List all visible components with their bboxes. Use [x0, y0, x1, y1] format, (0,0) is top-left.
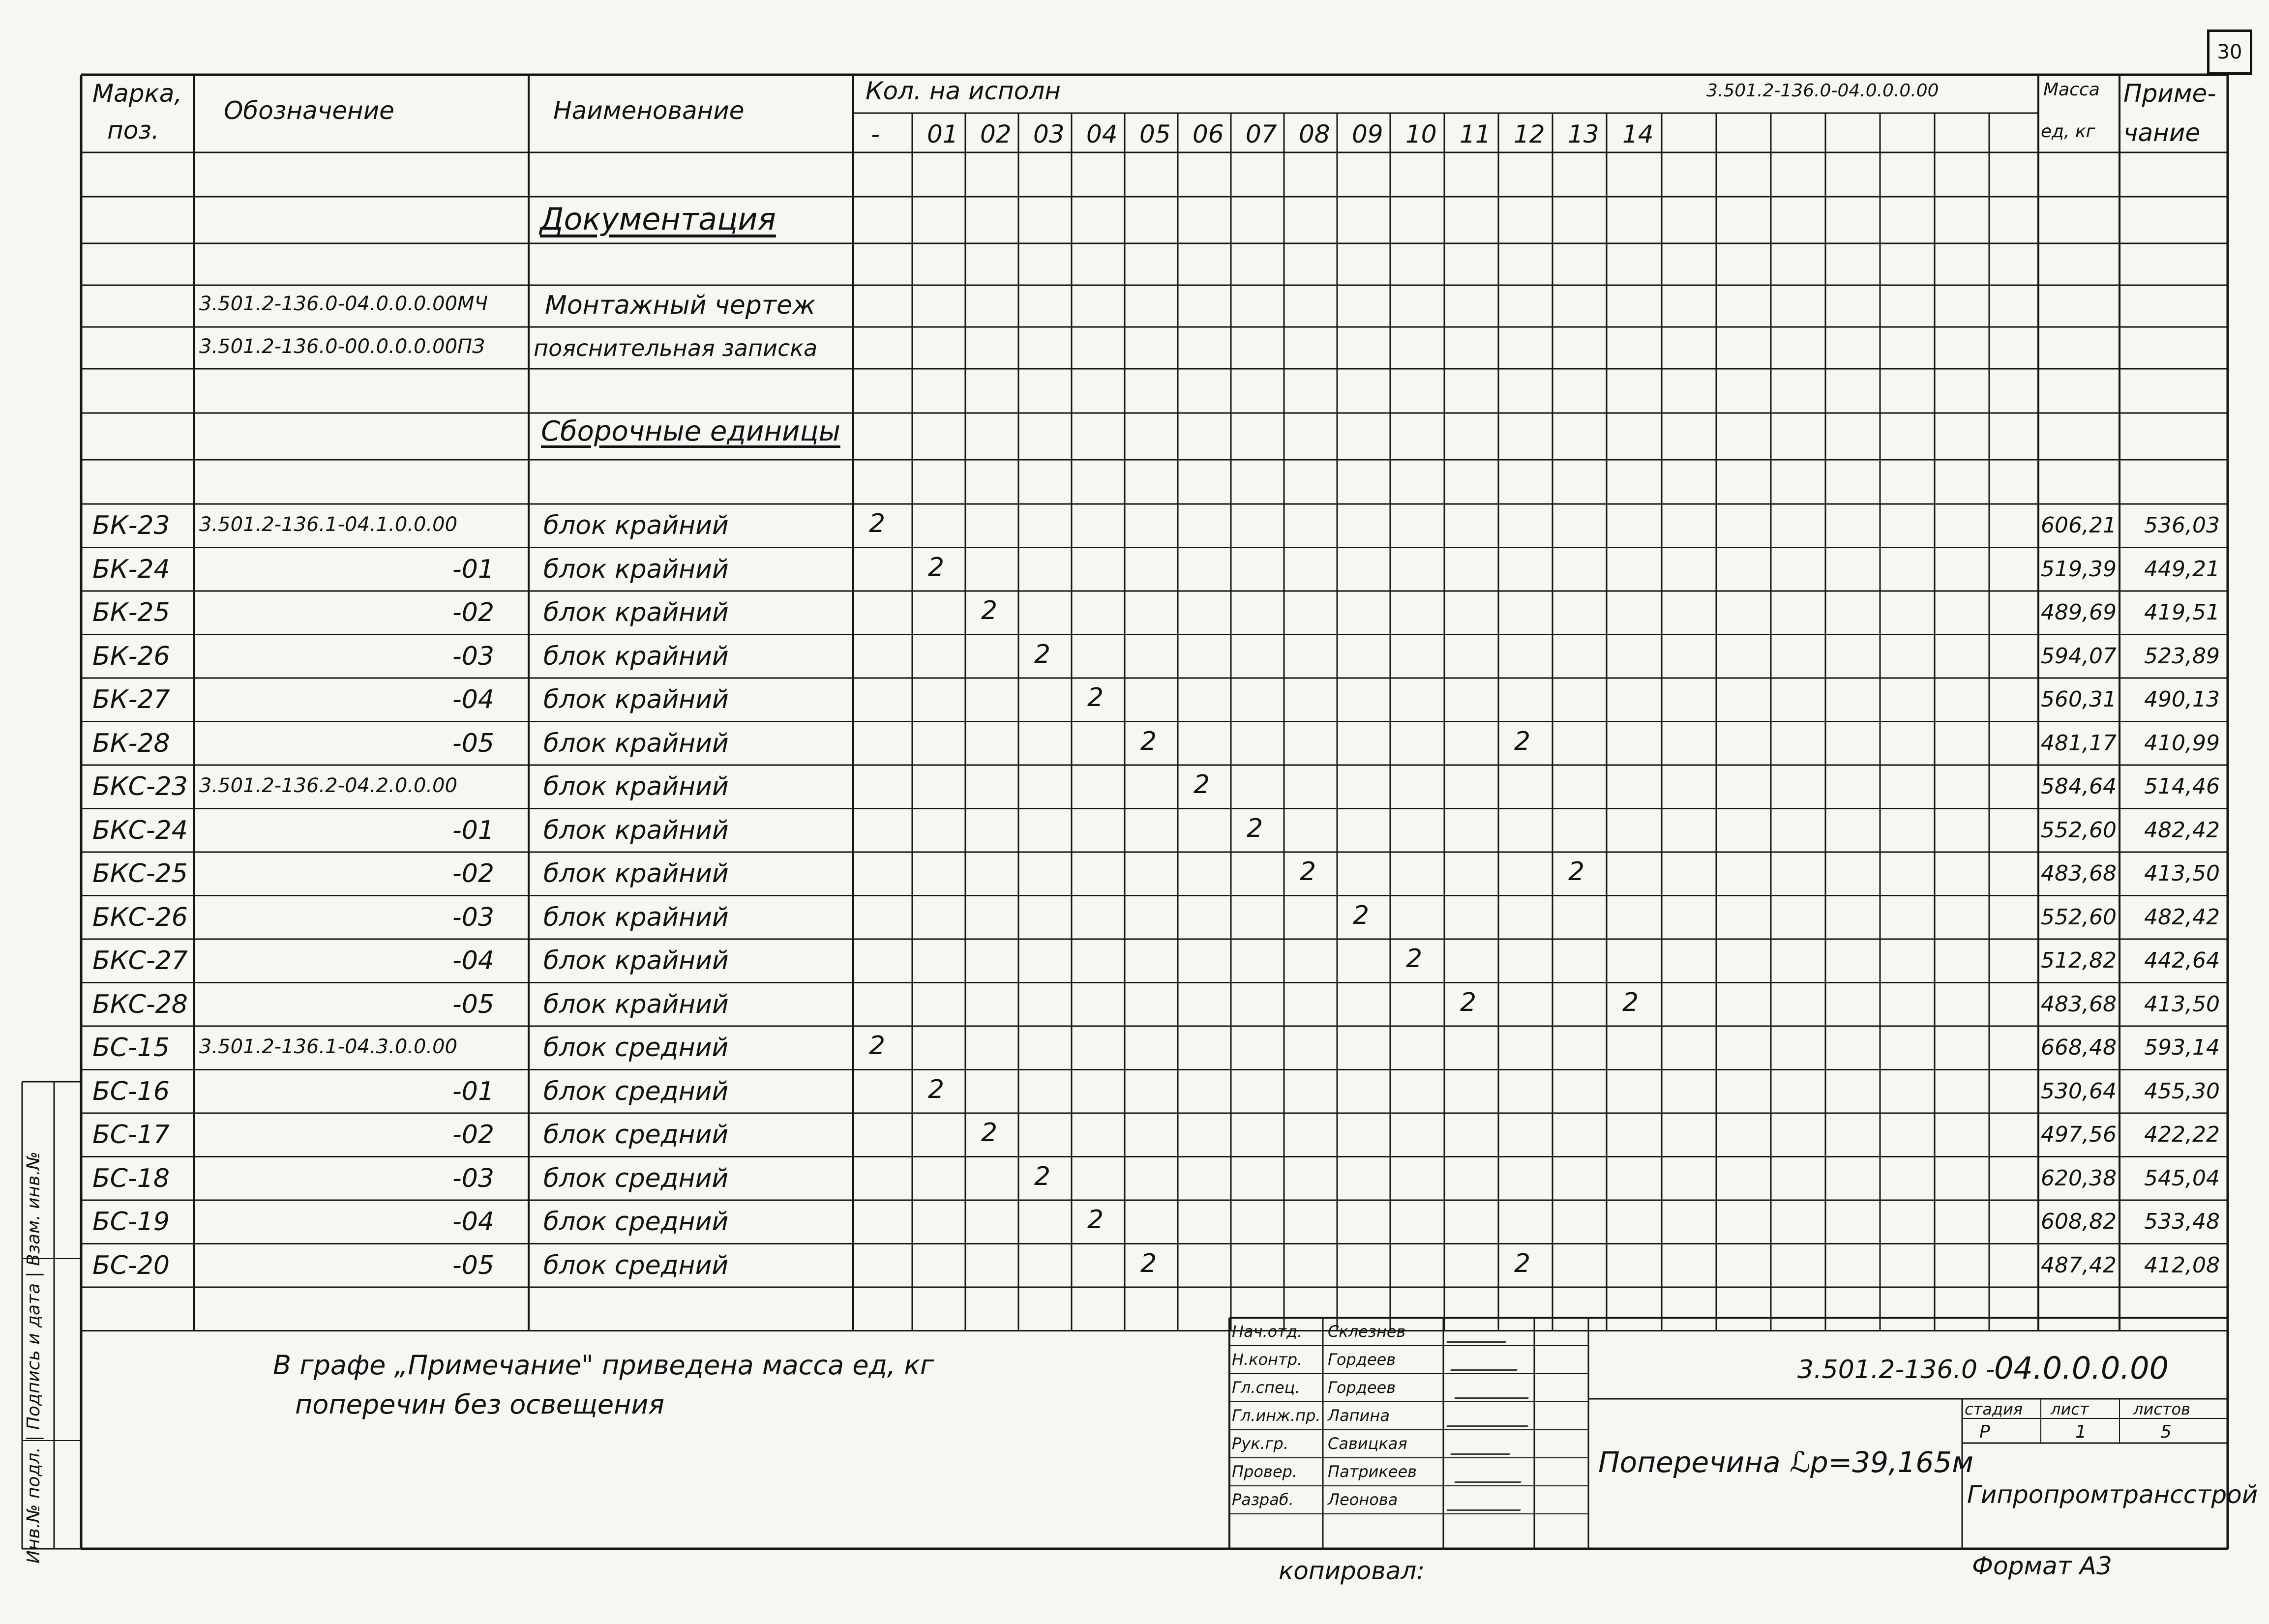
- stamp-person: Склезнев: [1328, 1322, 1406, 1341]
- signature-mark: [1446, 1409, 1536, 1427]
- row-note: 514,46: [2144, 774, 2220, 799]
- row-oboz: -03: [452, 641, 494, 671]
- row-qty: 2: [1140, 1248, 1157, 1278]
- row-oboz: -05: [452, 989, 494, 1019]
- row-oboz: -03: [452, 902, 494, 932]
- row-note: 412,08: [2144, 1252, 2220, 1278]
- section-assembly: Сборочные единицы: [541, 415, 840, 447]
- row-note: 413,50: [2144, 991, 2220, 1017]
- row-oboz: -02: [452, 1120, 494, 1150]
- variant-header: 06: [1193, 120, 1224, 148]
- row-qty: 2: [928, 1074, 945, 1104]
- row-name: блок крайний: [543, 989, 729, 1019]
- row-qty: 2: [1514, 726, 1531, 756]
- row-qty: 2: [1460, 987, 1477, 1017]
- row-qty: 2: [1034, 639, 1051, 669]
- signature-mark: [1446, 1325, 1514, 1343]
- header-massa-line2: ед, кг: [2041, 121, 2095, 142]
- row-name: блок крайний: [543, 685, 729, 714]
- row-mark: БКС-25: [92, 859, 188, 888]
- row-note: 482,42: [2144, 817, 2220, 843]
- header-marka-line1: Марка,: [92, 79, 182, 108]
- row-qty: 2: [1300, 857, 1316, 886]
- row-name: блок средний: [543, 1163, 729, 1193]
- row-name: блок крайний: [543, 772, 729, 801]
- row-qty: 2: [1622, 987, 1639, 1017]
- row-oboz: -02: [452, 859, 494, 888]
- row-qty: 2: [1568, 857, 1585, 886]
- stamp-person: Патрикеев: [1328, 1462, 1417, 1481]
- row-note: 422,22: [2144, 1122, 2220, 1147]
- variant-header: 01: [927, 120, 958, 148]
- stamp-title: Поперечина ℒр=39,165м: [1598, 1446, 1973, 1479]
- row-oboz: -04: [452, 946, 494, 975]
- row-mass: 552,60: [2041, 817, 2117, 843]
- stamp-stage-label: стадия: [1965, 1400, 2023, 1418]
- row-mark: БКС-23: [92, 772, 188, 801]
- stamp-role: Провер.: [1232, 1462, 1297, 1481]
- header-prim-line1: Приме-: [2123, 79, 2216, 108]
- stamp-role: Н.контр.: [1232, 1350, 1303, 1369]
- row-name: блок средний: [543, 1207, 729, 1237]
- stamp-role: Рук.гр.: [1232, 1434, 1289, 1453]
- note-line1: В графе „Примечание" приведена масса ед, кг: [273, 1350, 934, 1381]
- row-note: 455,30: [2144, 1078, 2220, 1104]
- row-mass: 483,68: [2041, 991, 2117, 1017]
- row-qty: 2: [1087, 683, 1104, 712]
- row-mass: 519,39: [2041, 556, 2117, 582]
- stamp-org: Гипропромтрансстрой: [1967, 1480, 2258, 1509]
- stamp-sheets-label: листов: [2133, 1400, 2190, 1418]
- row-mass: 489,69: [2041, 600, 2117, 625]
- row-name: блок крайний: [543, 815, 729, 845]
- row-name: блок крайний: [543, 598, 729, 627]
- row-mark: БС-17: [92, 1120, 170, 1150]
- header-naimenovanie: Наименование: [553, 96, 745, 125]
- row-oboz: -04: [452, 1207, 494, 1237]
- row-mark: БК-26: [92, 641, 170, 671]
- row-qty: 2: [1247, 813, 1263, 843]
- stamp-role: Разраб.: [1232, 1490, 1294, 1509]
- header-doc-code: 3.501.2-136.0-04.0.0.0.00: [1706, 81, 1939, 101]
- header-oboznachenie: Обозначение: [224, 96, 394, 125]
- row-mark: БКС-28: [92, 989, 188, 1019]
- row-mass: 606,21: [2041, 513, 2117, 538]
- row-qty: 2: [869, 509, 886, 538]
- row-qty: 2: [1514, 1248, 1531, 1278]
- row-mass: 620,38: [2041, 1165, 2117, 1191]
- row-qty: 2: [1034, 1161, 1051, 1191]
- stamp-person: Лапина: [1328, 1406, 1390, 1425]
- row-name: блок средний: [543, 1250, 729, 1280]
- row-mass: 584,64: [2041, 774, 2117, 799]
- stamp-doc-code-a: 3.501.2-136.0 -: [1797, 1355, 1995, 1385]
- row-qty: 2: [1087, 1205, 1104, 1235]
- row-oboz: -05: [452, 1250, 494, 1280]
- row-mass: 483,68: [2041, 861, 2117, 886]
- footer-format: Формат А3: [1972, 1552, 2112, 1580]
- stamp-stage: Р: [1979, 1422, 1990, 1442]
- row-mass: 530,64: [2041, 1078, 2117, 1104]
- row-mark: БС-16: [92, 1076, 170, 1106]
- row-mass: 560,31: [2041, 687, 2117, 712]
- row-note: 419,51: [2144, 600, 2220, 625]
- variant-header: 08: [1299, 120, 1330, 148]
- row-name: блок средний: [543, 1033, 729, 1063]
- stamp-sheets: 5: [2160, 1422, 2172, 1442]
- stamp-role: Гл.спец.: [1232, 1378, 1300, 1397]
- row-oboz: -02: [452, 598, 494, 627]
- row-oboz: -01: [452, 815, 494, 845]
- variant-header: 05: [1139, 120, 1171, 148]
- row-qty: 2: [869, 1031, 886, 1061]
- row-qty: 2: [1194, 770, 1210, 799]
- row-mass: 608,82: [2041, 1209, 2117, 1234]
- signature-mark: [1454, 1381, 1536, 1399]
- row-qty: 2: [981, 1118, 998, 1148]
- row-oboz: -01: [452, 1076, 494, 1106]
- row-name: блок крайний: [543, 859, 729, 888]
- row-qty: 2: [928, 552, 945, 582]
- row-note: 410,99: [2144, 730, 2220, 756]
- row-mark: БКС-27: [92, 946, 188, 975]
- row-oboz: -01: [452, 554, 494, 584]
- row-note: 413,50: [2144, 861, 2220, 886]
- signature-mark: [1446, 1493, 1528, 1511]
- doc-row-2-name: пояснительная записка: [534, 335, 818, 361]
- signature-mark: [1450, 1353, 1525, 1371]
- row-mark: БС-20: [92, 1250, 170, 1280]
- row-mark: БС-19: [92, 1207, 170, 1237]
- header-prim-line2: чание: [2123, 118, 2201, 147]
- row-note: 490,13: [2144, 687, 2220, 712]
- row-mark: БК-24: [92, 554, 170, 584]
- stamp-role: Гл.инж.пр.: [1232, 1406, 1321, 1425]
- row-oboz: 3.501.2-136.2-04.2.0.0.00: [199, 774, 458, 797]
- signature-mark: [1454, 1465, 1529, 1483]
- row-qty: 2: [1140, 726, 1157, 756]
- row-mark: БК-25: [92, 598, 170, 627]
- variant-header: 14: [1622, 120, 1654, 148]
- doc-row-1-oboz: 3.501.2-136.0-04.0.0.0.00МЧ: [199, 293, 488, 315]
- row-mark: БКС-26: [92, 902, 188, 932]
- row-qty: 2: [1406, 944, 1423, 974]
- row-note: 593,14: [2144, 1035, 2220, 1060]
- row-mass: 497,56: [2041, 1122, 2117, 1147]
- row-name: блок крайний: [543, 946, 729, 975]
- row-mass: 668,48: [2041, 1035, 2117, 1060]
- row-mark: БС-15: [92, 1033, 170, 1063]
- row-note: 442,64: [2144, 948, 2220, 973]
- side-stamp-text: Инв.№ подл. | Подпись и дата | Взам. инв.№: [24, 1151, 44, 1564]
- row-mass: 552,60: [2041, 904, 2117, 930]
- header-marka-line2: поз.: [107, 116, 159, 145]
- variant-header: 09: [1352, 120, 1383, 148]
- variant-header: 02: [980, 120, 1012, 148]
- stamp-person: Гордеев: [1328, 1378, 1396, 1397]
- stamp-sheet-label: лист: [2051, 1400, 2089, 1418]
- stamp-person: Савицкая: [1328, 1434, 1407, 1453]
- row-oboz: -04: [452, 685, 494, 714]
- row-qty: 2: [1353, 900, 1370, 930]
- row-oboz: -03: [452, 1163, 494, 1193]
- row-mass: 594,07: [2041, 643, 2117, 669]
- header-kol-na-ispoln: Кол. на исполн: [866, 77, 1061, 105]
- row-note: 449,21: [2144, 556, 2220, 582]
- stamp-role: Нач.отд.: [1232, 1322, 1303, 1341]
- signature-mark: [1450, 1437, 1518, 1455]
- row-name: блок крайний: [543, 902, 729, 932]
- row-oboz: 3.501.2-136.1-04.3.0.0.00: [199, 1035, 458, 1058]
- stamp-person: Гордеев: [1328, 1350, 1396, 1369]
- row-name: блок крайний: [543, 554, 729, 584]
- variant-header: 10: [1405, 120, 1437, 148]
- row-note: 533,48: [2144, 1209, 2220, 1234]
- row-mass: 487,42: [2041, 1252, 2117, 1278]
- stamp-person: Леонова: [1328, 1490, 1398, 1509]
- row-mark: БК-28: [92, 728, 170, 758]
- variant-header: 11: [1460, 120, 1491, 148]
- row-note: 482,42: [2144, 904, 2220, 930]
- row-mass: 481,17: [2041, 730, 2117, 756]
- note-line2: поперечин без освещения: [295, 1389, 664, 1420]
- row-mark: БС-18: [92, 1163, 170, 1193]
- variant-header: -: [871, 120, 880, 148]
- section-documentation: Документация: [540, 201, 776, 237]
- row-note: 536,03: [2144, 513, 2220, 538]
- variant-header: 04: [1086, 120, 1118, 148]
- variant-header: 12: [1514, 120, 1545, 148]
- row-mass: 512,82: [2041, 948, 2117, 973]
- row-note: 545,04: [2144, 1165, 2220, 1191]
- row-mark: БКС-24: [92, 815, 188, 845]
- doc-row-1-name: Монтажный чертеж: [545, 291, 815, 320]
- row-oboz: 3.501.2-136.1-04.1.0.0.00: [199, 513, 458, 536]
- variant-header: 07: [1246, 120, 1277, 148]
- doc-row-2-oboz: 3.501.2-136.0-00.0.0.0.00ПЗ: [199, 335, 485, 358]
- row-mark: БК-23: [92, 511, 170, 540]
- stamp-sheet: 1: [2075, 1422, 2087, 1442]
- variant-header: 03: [1033, 120, 1065, 148]
- variant-header: 13: [1568, 120, 1599, 148]
- stamp-doc-code-b: 04.0.0.0.00: [1994, 1350, 2169, 1386]
- row-name: блок средний: [543, 1120, 729, 1150]
- header-massa-line1: Масса: [2043, 80, 2100, 100]
- row-name: блок крайний: [543, 511, 729, 540]
- row-qty: 2: [981, 596, 998, 625]
- page-number: 30: [2207, 30, 2252, 75]
- row-oboz: -05: [452, 728, 494, 758]
- footer-copied: копировал:: [1279, 1557, 1425, 1585]
- row-mark: БК-27: [92, 685, 170, 714]
- row-note: 523,89: [2144, 643, 2220, 669]
- row-name: блок средний: [543, 1076, 729, 1106]
- row-name: блок крайний: [543, 641, 729, 671]
- row-name: блок крайний: [543, 728, 729, 758]
